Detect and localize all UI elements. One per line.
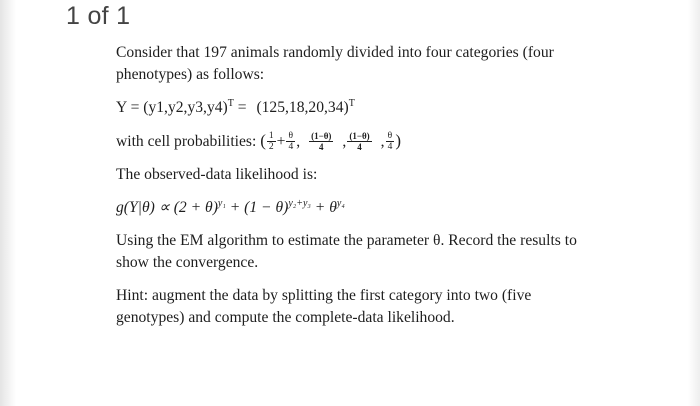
plus-sign: + [276,133,286,150]
fraction-p3: $\frac{(1-\theta)}{4}$ [311,130,332,152]
fraction-p4: $\frac{(1-\theta)}{4}$ [349,130,370,152]
question-intro: Consider that 197 animals randomly divided into four categories (four phenotypes) as follows: [116,44,554,83]
fraction-p2: $\frac{\theta}{4}$ [288,130,294,152]
lik-mid-2: + θ [310,199,337,216]
observed-data-vector [116,97,594,119]
cell-probabilities [116,130,594,153]
y-rhs-transpose: T [348,97,355,109]
close-paren: ) [395,131,401,150]
comma: , [380,133,385,150]
page-shadow-right [688,0,700,406]
likelihood-formula [116,197,594,219]
page-shadow-left [0,0,16,406]
cell-prob-label: with cell probabilities: [116,133,261,150]
y-rhs: (125,18,20,34) [256,99,349,116]
question-body [116,42,594,329]
page-counter: 1 of 1 [66,2,131,30]
fraction-p5: $\frac{\theta}{4}$ [387,130,393,152]
hint-text: Hint: augment the data by splitting the first category into two (five genotypes) and compute the complete-data likelihood. [116,287,532,326]
open-paren: ( [260,131,266,150]
likelihood-label: The observed-data likelihood is: [116,166,318,183]
lik-exp-2: y₂+y₃ [288,197,311,209]
task-text: Using the EM algorithm to estimate the parameter θ. Record the results to show the convergence. [116,232,577,271]
fraction-p1: $\frac{1}{2}$ [268,130,274,152]
lik-exp-1: y₁ [217,197,226,209]
lik-lhs: g(Y|θ) ∝ (2 + θ) [116,199,218,216]
lik-exp-3: y₄ [336,197,345,209]
y-lhs-transpose: T [227,97,234,109]
lik-mid: + (1 − θ) [225,199,289,216]
comma: , [296,133,301,150]
y-equals: = [233,99,251,116]
comma: , [342,133,347,150]
y-lhs: Y = (y1,y2,y3,y4) [116,99,228,116]
